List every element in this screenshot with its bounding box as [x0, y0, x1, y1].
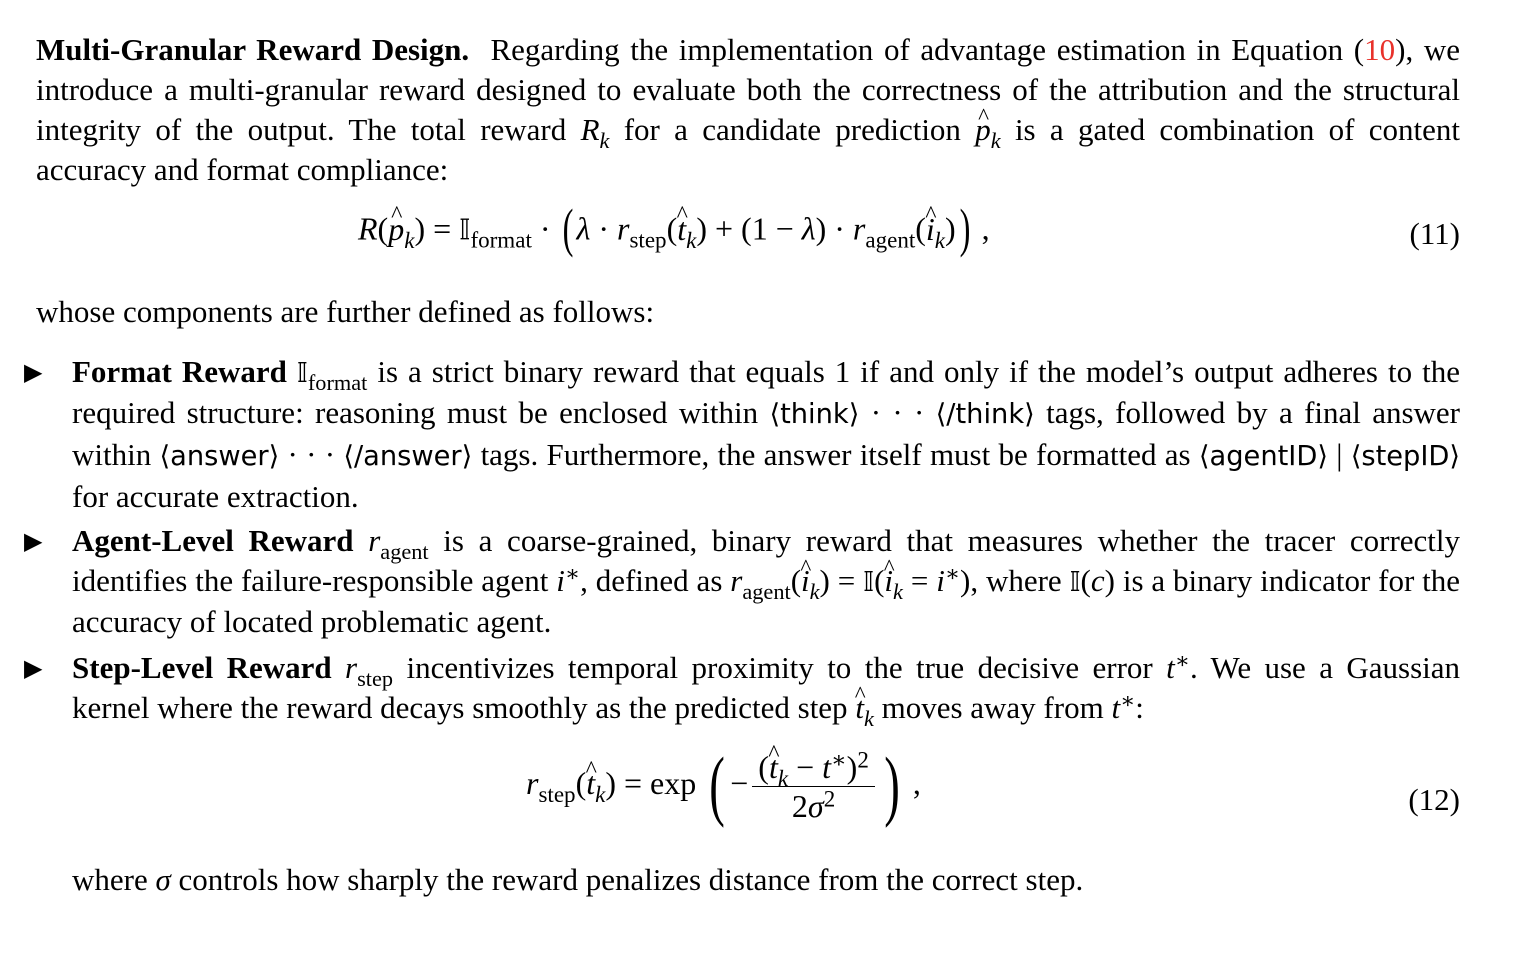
bullet-arrow-icon: ▶ — [24, 358, 43, 386]
answer-open-tag: ⟨answer⟩ — [159, 441, 280, 472]
item-text: is a strict binary reward that equals 1 if and only if the model’s output adheres to the required structure: reasoning must be enclosed within — [72, 354, 1460, 430]
equation-ref-link[interactable]: 10 — [1364, 32, 1396, 67]
paragraph-text: where — [72, 862, 148, 897]
item-title: Format Reward — [72, 354, 287, 389]
item-text: , defined as — [580, 563, 723, 598]
paper-page — [24, 30, 1461, 900]
math-symbol: $r_{step}$ — [345, 650, 394, 691]
agent-id-tag: ⟨agentID⟩ — [1198, 441, 1328, 472]
item-text: incentivizes temporal proximity to the true decisive error — [406, 650, 1153, 685]
item-text: moves away from — [881, 690, 1104, 725]
think-open-tag: ⟨think⟩ — [769, 399, 860, 430]
components-intro: whose components are further defined as follows: — [36, 294, 655, 329]
list-item: ▶ Format Reward 𝕀$_{format}$ is a strict binary reward that equals 1 if and only if the model’s output adheres to the required structure: reasoning must be enclosed within ⟨think⟩ · · · ⟨/think⟩ tags, followed by a final answer within ⟨answer⟩ · · · ⟨/answer⟩ tags. Furthermore, the answer itself must be formatted as ⟨agentID⟩ | ⟨stepID⟩ for accurate extraction. — [24, 354, 1461, 514]
math-symbol: $r_{agent}(\^{}$ $i_k$) = 𝕀(^ $i_k = i^∗$) — [730, 563, 970, 598]
paragraph-text: ), we introduce a multi-granular reward designed to evaluate both the correctness of the attribution and the structural integrity of the output. The total reward — [36, 32, 1460, 147]
math-symbol: σ — [155, 862, 171, 897]
paragraph-text: is a gated combination of content accuracy and format compliance: — [36, 112, 1461, 187]
equation-body: $r_{step}(\^{}$ $t_k) = \exp$ ( − $\frac{(\^{} t_k - t^∗)^2}{2\sigma^2}$ ) , — [526, 748, 921, 825]
paragraph-text: Regarding the implementation of advantage estimation in Equation ( — [490, 32, 1365, 67]
math-symbol: 𝕀(c) — [1069, 563, 1115, 598]
section-heading: Multi-Granular Reward Design. — [36, 32, 470, 67]
think-close-tag: ⟨/think⟩ — [935, 399, 1035, 430]
step-id-tag: ⟨stepID⟩ — [1350, 441, 1461, 472]
sigma-explanation — [36, 860, 1460, 900]
list-item — [24, 521, 1461, 642]
item-text: tags, followed by a final answer within — [72, 395, 1461, 472]
reward-component-list — [24, 352, 1461, 731]
answer-close-tag: ⟨/answer⟩ — [343, 441, 473, 472]
item-text: . We use a Gaussian kernel where the reward decays smoothly as the predicted step — [72, 650, 1461, 725]
math-symbol: 𝕀$_{format}$ — [296, 356, 368, 395]
math-symbol: ^ $p_k$ — [975, 112, 1000, 147]
item-text: for accurate extraction. — [72, 479, 359, 514]
paragraph-text: controls how sharply the reward penalizes distance from the correct step. — [178, 862, 1084, 897]
item-title: Agent-Level Reward — [72, 523, 354, 558]
equation-body: R(^ $p_k$) = 𝕀$_{format}$ · ( $\lambda \cdot r_{step}(\^{}$ $t_k) + (1 - \lambda)$ · $r_{agent}(\^{}$ $i_k$)) , — [358, 208, 990, 250]
item-title: Step-Level Reward — [72, 650, 332, 685]
item-text: , where — [970, 563, 1062, 598]
math-symbol: ^ $t_k$ — [855, 690, 874, 725]
math-symbol: t∗ — [1111, 687, 1136, 725]
math-symbol: $R_k$ — [580, 112, 610, 153]
list-item: ▶ Step-Level Reward $r_{step}$ incentivizes temporal proximity to the true decisive error t∗. We use a Gaussian kernel where the reward decays smoothly as the predicted step ^ $t_k$ moves away from t∗: — [36, 648, 1460, 728]
math-symbol: i∗ — [556, 560, 581, 598]
item-text: tags. Furthermore, the answer itself must be formatted as — [480, 437, 1191, 472]
item-text: is a coarse-grained, binary reward that measures whether the tracer correctly identifies the failure-responsible agent — [72, 523, 1461, 598]
math-symbol: t∗ — [1166, 647, 1190, 685]
equation-12 — [36, 728, 1460, 866]
item-text: is a binary indicator for the accuracy of located problematic agent. — [72, 563, 1461, 639]
equation-number: (12) — [1408, 782, 1460, 817]
bullet-arrow-icon: ▶ — [24, 527, 43, 555]
paragraph-text: for a candidate prediction — [623, 112, 961, 147]
reward-design-paragraph — [36, 30, 1460, 190]
equation-11 — [36, 190, 1460, 286]
math-symbol: $r_{agent}$ — [368, 523, 429, 564]
equation-number: (11) — [1409, 216, 1460, 251]
bullet-arrow-icon: ▶ — [24, 654, 43, 682]
